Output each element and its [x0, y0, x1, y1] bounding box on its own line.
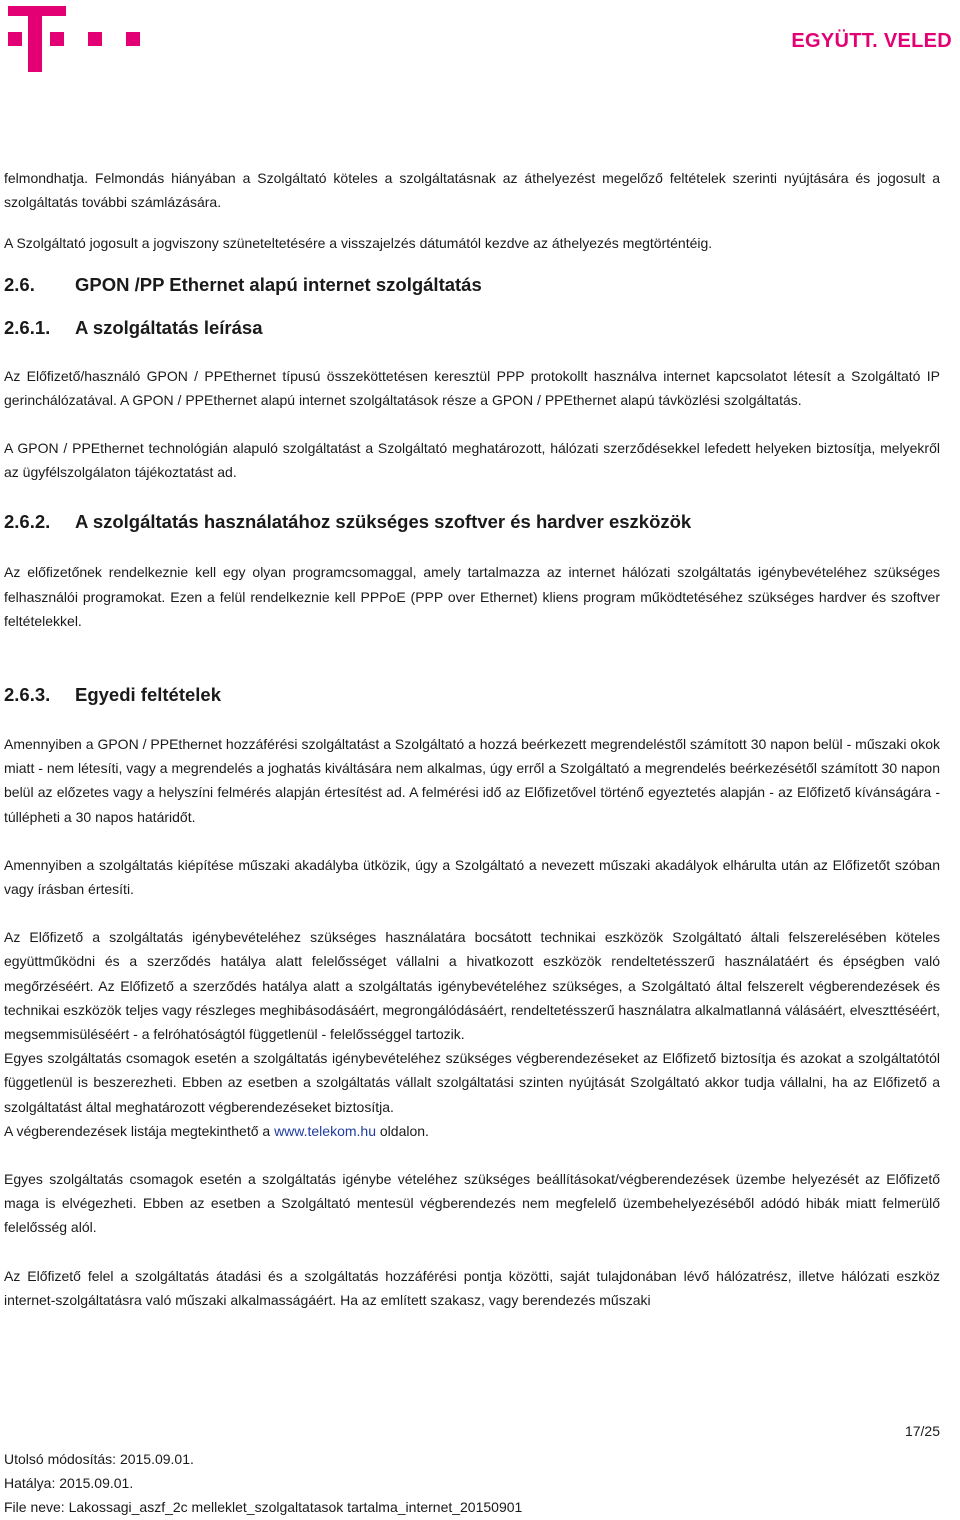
section-title: Egyedi feltételek	[75, 684, 222, 706]
file-name: File neve: Lakossagi_aszf_2c melleklet_szolgaltatasok tartalma_internet_20150901	[4, 1499, 523, 1516]
telekom-logo	[4, 4, 144, 74]
page-number: 17/25	[904, 1423, 940, 1439]
paragraph: Amennyiben a szolgáltatás kiépítése műszaki akadályba ütközik, úgy a Szolgáltató a nevezett műszaki akadályok elhárulta után az Előfizetőt szóban vagy írásban értesíti.	[4, 856, 940, 898]
text: oldalon.	[376, 1122, 429, 1139]
paragraph: Az Előfizető a szolgáltatás igénybevételéhez szükséges használatára bocsátott technikai eszközök Szolgáltató általi felszerelésében köteles együttműködni és a szerződés hatálya alatt felelősséget vállalni a hivatkozott eszközök rendeltetésszerű használatáért és épségben való megőrzéséért. Az Előfizető a szerződés hatálya alatt a szolgáltatás igénybevételéhez szükséges, a Szolgáltató által felszerelt végberendezések és technikai eszközök teljes vagy részleges meghibásodásáért, megrongálódásáért, rendeltetésszerű használatra alkalmatlanná válásáért, elveszttéséért, megsemmisüléséért - a felróhatóságtól függetlenül - felelősséggel tartozik.	[4, 929, 940, 1043]
paragraph: Egyes szolgáltatás csomagok esetén a szolgáltatás igénybevételéhez szükséges végberendezéseket az Előfizető biztosítja és azokat a szolgáltatótól függetlenül is beszerezheti. Ebben az esetben a szolgáltatás vállalt szolgáltatási szinten nyújtását Szolgáltató akkor tudja vállalni, ha az Előfizető a szolgáltatást által meghatározott végberendezéseket biztosítja.	[4, 1050, 940, 1115]
section-number: 2.6.3.	[4, 684, 51, 706]
section-heading	[4, 273, 940, 297]
section-title: GPON /PP Ethernet alapú internet szolgáltatás	[75, 273, 482, 295]
subsection-heading	[4, 510, 940, 534]
header-tagline: EGYÜTT. VELED	[791, 30, 952, 52]
section-title: A szolgáltatás leírása	[75, 316, 263, 338]
paragraph: A Szolgáltató jogosult a jogviszony szüneteltetésére a visszajelzés dátumától kezdve az áthelyezés megtörténtéig.	[4, 235, 713, 252]
telekom-link[interactable]: www.telekom.hu	[274, 1122, 376, 1139]
subsection-heading	[4, 683, 940, 707]
paragraph: Amennyiben a GPON / PPEthernet hozzáférési szolgáltatást a Szolgáltató a hozzá beérkezett megrendeléstől számított 30 napon belül - műszaki okok miatt - nem létesíti, vagy a megrendelés a joghatás kiváltására nem alkalmas, úgy erről a Szolgáltató a megrendelés beérkezésétől számított 30 napon belül az előzetes vagy a helyszíni felmérés alapján értesítést ad. A felmérési idő az Előfizetővel történő egyeztetés alapján - az Előfizető kívánságára - túllépheti a 30 napos határidőt.	[4, 736, 940, 825]
section-number: 2.6.1.	[4, 316, 51, 338]
paragraph: Egyes szolgáltatás csomagok esetén a szolgáltatás igénybe vételéhez szükséges beállításokat/végberendezések üzembe helyezését az Előfizető maga is elvégezheti. Ebben az esetben a Szolgáltató mentesül végberendezés nem megfelelő üzembehelyezéséből adódó hibák miatt felmerülő felelősség alól.	[4, 1171, 940, 1236]
section-number: 2.6.	[4, 273, 35, 295]
footer	[4, 1447, 522, 1520]
paragraph: Az Előfizető/használó GPON / PPEthernet típusú összeköttetésen keresztül PPP protokollt használva internet kapcsolatot létesít a Szolgáltató IP gerinchálózatával. A GPON / PPEthernet alapú internet szolgáltatások része a GPON / PPEthernet alapú távközlési szolgáltatás.	[4, 367, 940, 408]
document-body	[4, 166, 940, 1312]
effective-date: Hatálya: 2015.09.01.	[4, 1475, 134, 1492]
paragraph: A GPON / PPEthernet technológián alapuló szolgáltatást a Szolgáltató meghatározott, hálózati szerződésekkel lefedett helyeken biztosítja, melyekről az ügyfélszolgálaton tájékoztatást ad.	[4, 440, 940, 481]
subsection-heading	[4, 316, 940, 340]
paragraph	[4, 1119, 940, 1143]
section-title: A szolgáltatás használatához szükséges szoftver és hardver eszközök	[75, 511, 692, 533]
text: A végberendezések listája megtekinthető a	[4, 1122, 275, 1139]
last-modified: Utolsó módosítás: 2015.09.01.	[4, 1451, 194, 1467]
paragraph: Az Előfizető felel a szolgáltatás átadási és a szolgáltatás hozzáférési pontja közötti, saját tulajdonában lévő hálózatrész, illetve hálózati eszköz internet-szolgáltatásra való műszaki alkalmasságáért. Ha az említett szakasz, vagy berendezés műszaki	[4, 1267, 940, 1308]
paragraph: Az előfizetőnek rendelkeznie kell egy olyan programcsomaggal, amely tartalmazza az internet hálózati szolgáltatás igénybevételéhez szükséges felhasználói programokat. Ezen a felül rendelkeznie kell PPPoE (PPP over Ethernet) kliens program működtetéséhez szükséges hardver és szoftver feltételekkel.	[4, 564, 940, 629]
paragraph: felmondhatja. Felmondás hiányában a Szolgáltató köteles a szolgáltatásnak az áthelyezést megelőző feltételek szerinti nyújtására és jogosult a szolgáltatás további számlázására.	[4, 170, 940, 211]
section-number: 2.6.2.	[4, 511, 51, 533]
